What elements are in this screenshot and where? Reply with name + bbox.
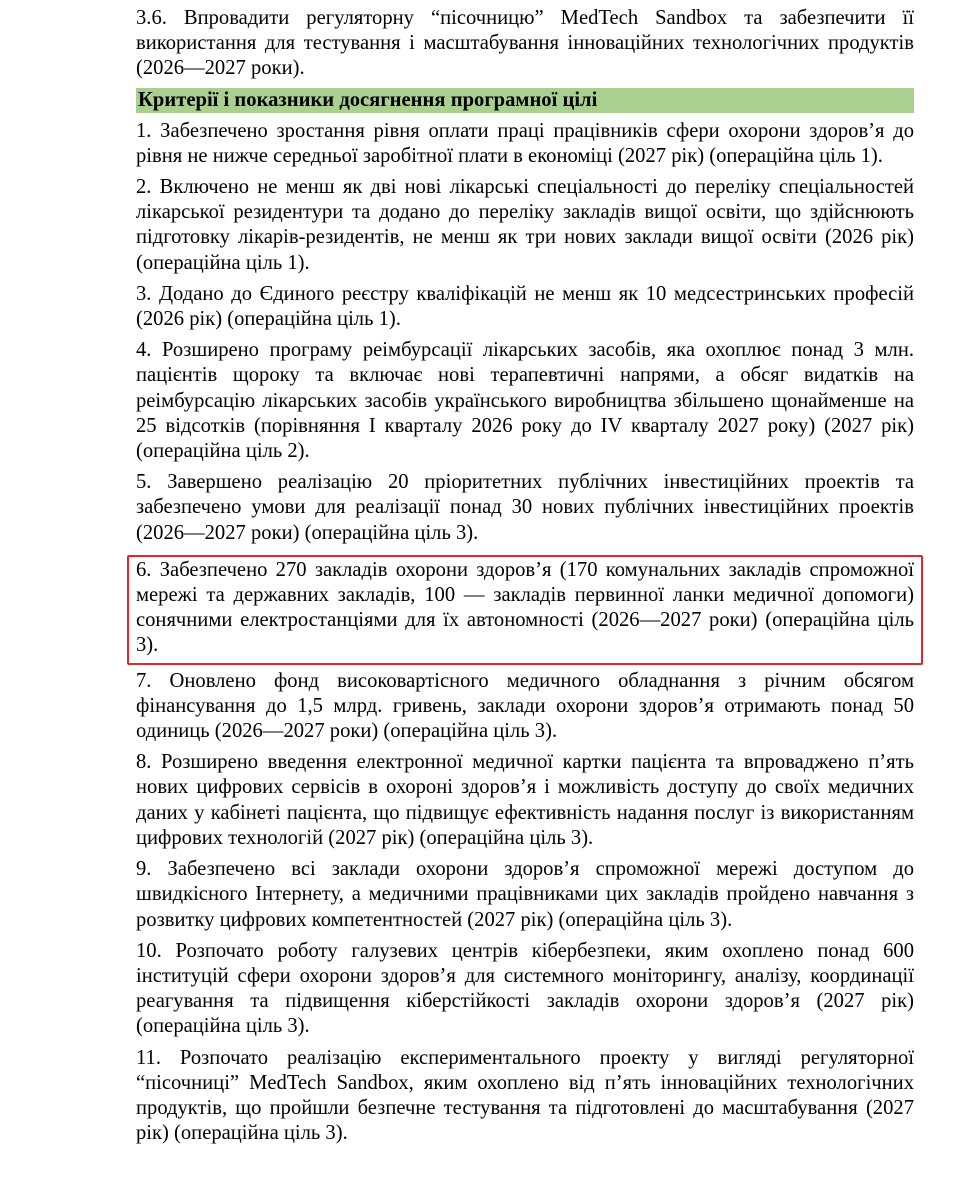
criterion-2: 2. Включено не менш як дві нові лікарські спеціальності до переліку спеціальностей лікарської резидентури та додано до переліку закладів вищої освіти, що здійснюють підготовку лікарів-резидентів, не менш як три нових заклади вищої освіти (2026 рік) (операційна ціль 1).: [136, 176, 914, 274]
highlighted-criterion-6: [136, 558, 914, 659]
criterion-8: 8. Розширено введення електронної медичної картки пацієнта та впроваджено п’ять нових цифрових сервісів в охороні здоров’я і можливість доступу до своїх медичних даних у кабінеті пацієнта, що підвищує ефективність надання послуг із використанням цифрових технологій (2027 рік) (операційна ціль 3).: [136, 751, 914, 849]
criterion-1: 1. Забезпечено зростання рівня оплати праці працівників сфери охорони здоров’я до рівня не нижче середньої заробітної плати в економіці (2027 рік) (операційна ціль 1).: [136, 119, 914, 167]
criterion-5: 5. Завершено реалізацію 20 пріоритетних публічних інвестиційних проектів та забезпечено умови для реалізації понад 30 нових публічних інвестиційних проектів (2026—2027 роки) (операційна ціль 3).: [136, 471, 914, 544]
document-page: [136, 6, 914, 1146]
criterion-9: 9. Забезпечено всі заклади охорони здоров’я спроможної мережі доступом до швидкісного Інтернету, а медичними працівниками цих закладів пройдено навчання з розвитку цифрових компетентностей (2027 рік) (операційна ціль 3).: [136, 858, 914, 931]
criterion-4: 4. Розширено програму реімбурсації лікарських засобів, яка охоплює понад 3 млн. пацієнтів щороку та включає нові терапевтичні напрями, а обсяг видатків на реімбурсацію лікарських засобів українського виробництва збільшено щонайменше на 25 відсотків (порівняння I кварталу 2026 року до IV кварталу 2027 року) (2027 рік) (операційна ціль 2).: [136, 339, 914, 463]
criterion-3: 3. Додано до Єдиного реєстру кваліфікацій не менш як 10 медсестринських професій (2026 рік) (операційна ціль 1).: [136, 282, 914, 331]
intro-paragraph: 3.6. Впровадити регуляторну “пісочницю” MedTech Sandbox та забезпечити її використання для тестування і масштабування інноваційних технологічних продуктів (2026—2027 роки).: [136, 7, 914, 80]
section-header: Критерії і показники досягнення програмної цілі: [136, 88, 914, 113]
criterion-6: 6. Забезпечено 270 закладів охорони здоров’я (170 комунальних закладів спроможної мережі та державних закладів, 100 — закладів первинної ланки медичної допомоги) сонячними електростанціями для їх автономності (2026—2027 роки) (операційна ціль 3).: [136, 558, 914, 657]
criterion-10: 10. Розпочато роботу галузевих центрів кібербезпеки, яким охоплено понад 600 інституцій сфери охорони здоров’я для системного моніторингу, аналізу, координації реагування та підвищення кіберстійкості закладів охорони здоров’я (2027 рік) (операційна ціль 3).: [136, 939, 914, 1038]
criterion-7: 7. Оновлено фонд високовартісного медичного обладнання з річним обсягом фінансування до 1,5 млрд. гривень, заклади охорони здоров’я отримають понад 50 одиниць (2026—2027 роки) (операційна ціль 3).: [136, 669, 914, 743]
criterion-11: 11. Розпочато реалізацію експериментального проекту у вигляді регуляторної “пісочниці” MedTech Sandbox, яким охоплено від п’ять інноваційних технологічних продуктів, що пройшли безпечне тестування та підготовлені до масштабування (2027 рік) (операційна ціль 3).: [136, 1046, 914, 1145]
